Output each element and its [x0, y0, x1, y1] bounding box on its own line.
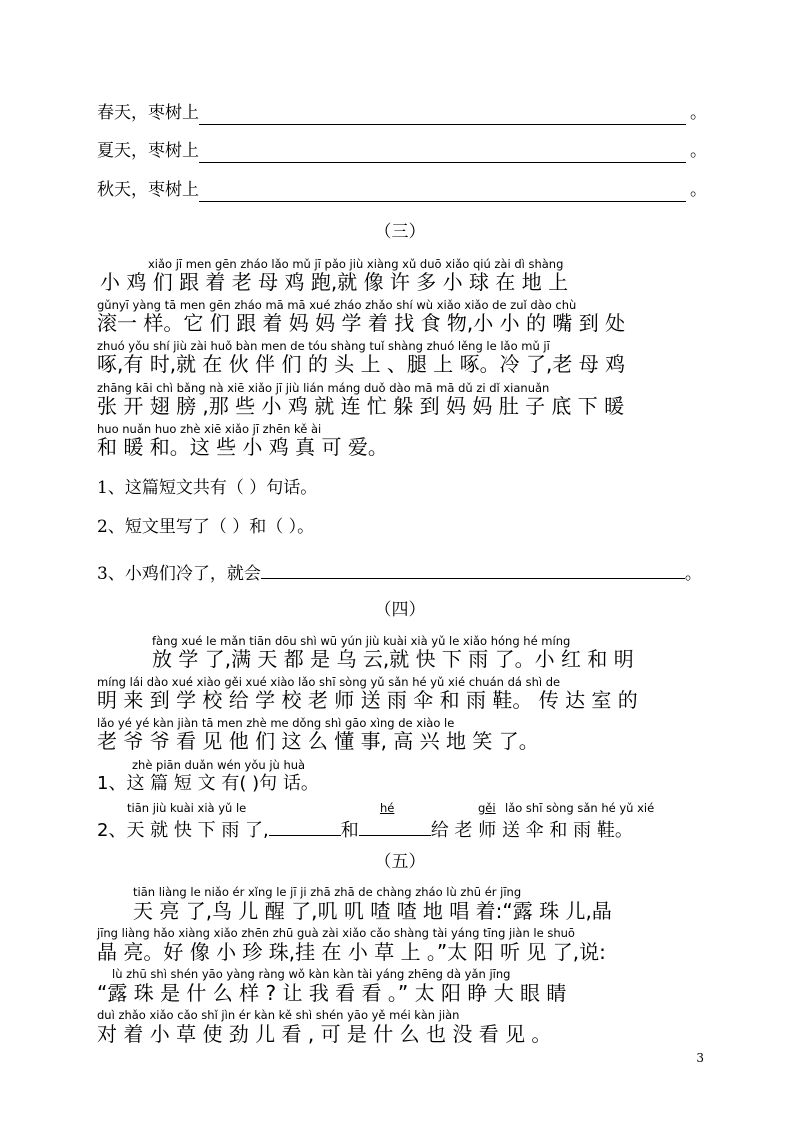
section-heading: （四）: [374, 600, 426, 620]
pinyin-he: hé: [380, 801, 395, 815]
fill-label: 夏天，枣树上: [97, 141, 199, 161]
pinyin-line: xiǎo jī men gēn zháo lǎo mǔ jī pǎo jiù xiàng xǔ duō xiǎo qiú zài dì shàng: [148, 257, 564, 271]
hanzi-line: 对 着 小 草 使 劲 儿 看 , 可 是 什 么 也 没 看 见 。: [97, 1022, 552, 1046]
hanzi-line: 放 学 了,满 天 都 是 乌 云,就 快 下 雨 了。小 红 和 明: [152, 647, 634, 671]
pinyin-gei: gěi: [478, 801, 496, 815]
question-2: 2、天 就 快 下 雨 了, 和 给 老 师 送 伞 和 雨 鞋。: [97, 813, 633, 845]
pinyin-line: jīng liàng hǎo xiàng xiǎo zhēn zhū guà zài xiǎo cǎo shàng tài yáng tīng jiàn le shuō: [97, 926, 575, 940]
pinyin-line: tiān liàng le niǎo ér xǐng le jī ji zhā zhā de chàng zháo lù zhū ér jīng: [133, 885, 522, 899]
pinyin-line: zhè piān duǎn wén yǒu jù huà: [132, 758, 306, 772]
answer-blank[interactable]: [359, 813, 431, 836]
hanzi-line: 明 来 到 学 校 给 学 校 老 师 送 雨 伞 和 雨 鞋。 传 达 室 的: [97, 688, 638, 712]
pinyin-line: tiān jiù kuài xià yǔ le: [127, 801, 247, 815]
question-1: 1、这篇短文共有（ ）句话。: [97, 478, 318, 498]
section-heading: （五）: [374, 852, 426, 872]
hanzi-line: 小 鸡 们 跟 着 老 母 鸡 跑,就 像 许 多 小 球 在 地 上: [100, 270, 569, 294]
hanzi-line: 和 暖 和。这 些 小 鸡 真 可 爱。: [97, 435, 388, 459]
question-3: 3、小鸡们冷了，就会 。: [97, 556, 702, 587]
pinyin-line: fàng xué le mǎn tiān dōu shì wū yún jiù kuài xià yǔ le xiǎo hóng hé míng: [152, 634, 571, 648]
fill-label: 春天，枣树上: [97, 103, 199, 123]
answer-blank[interactable]: [199, 175, 686, 202]
pinyin-line: huo nuǎn huo zhè xiē xiǎo jī zhēn kě ài: [97, 422, 322, 436]
answer-blank[interactable]: [199, 98, 686, 125]
pinyin-line: lǎo shī sòng sǎn hé yǔ xié: [505, 801, 655, 815]
question-1: 1、这 篇 短 文 有( )句 话。: [97, 773, 319, 794]
hanzi-line: 天 亮 了,鸟 儿 醒 了,叽 叽 喳 喳 地 唱 着:“露 珠 儿,晶: [133, 899, 612, 923]
pinyin-line: zhāng kāi chì bǎng nà xiē xiǎo jī jiù lián máng duǒ dào mā mā dǔ zi dǐ xianuǎn: [97, 381, 550, 395]
pinyin-line: duì zhǎo xiǎo cǎo shǐ jìn ér kàn kě shì shén yāo yě méi kàn jiàn: [97, 1008, 460, 1022]
pinyin-line: gǔnyī yàng tā men gēn zháo mā mā xué zháo zhǎo shí wù xiǎo xiǎo de zuǐ dào chù: [97, 298, 577, 312]
fill-label: 秋天，枣树上: [97, 180, 199, 200]
answer-blank[interactable]: [261, 556, 685, 579]
hanzi-line: 张 开 翅 膀 ,那 些 小 鸡 就 连 忙 躲 到 妈 妈 肚 子 底 下 暖: [97, 394, 625, 418]
hanzi-line: 啄,有 时,就 在 伙 伴 们 的 头 上 、腿 上 啄。冷 了,老 母 鸡: [97, 352, 626, 376]
answer-blank[interactable]: [269, 813, 341, 836]
pinyin-line: lǎo yé yé kàn jiàn tā men zhè me dǒng shì gāo xìng de xiào le: [97, 716, 455, 730]
question-2: 2、短文里写了（ ）和（ ）。: [97, 517, 315, 537]
pinyin-line: míng lái dào xué xiào gěi xué xiào lǎo shī sòng yǔ sǎn hé yǔ xié chuán dá shì de: [97, 675, 561, 689]
answer-blank[interactable]: [199, 136, 686, 163]
hanzi-line: “露 珠 是 什 么 样 ? 让 我 看 看 。” 太 阳 睁 大 眼 睛: [97, 981, 567, 1005]
section-heading: （三）: [374, 222, 426, 242]
page-number: 3: [696, 1051, 704, 1065]
hanzi-line: 老 爷 爷 看 见 他 们 这 么 懂 事, 高 兴 地 笑 了。: [97, 729, 539, 753]
pinyin-line: zhuó yǒu shí jiù zài huǒ bàn men de tóu shàng tuǐ shàng zhuó lěng le lǎo mǔ jī: [97, 339, 550, 353]
pinyin-line: lù zhū shì shén yāo yàng ràng wǒ kàn kàn tài yáng zhēng dà yǎn jīng: [112, 967, 511, 981]
hanzi-line: 晶 亮。好 像 小 珍 珠,挂 在 小 草 上 。”太 阳 听 见 了,说:: [97, 940, 606, 964]
hanzi-line: 滚一 样。它 们 跟 着 妈 妈 学 着 找 食 物,小 小 的 嘴 到 处: [97, 311, 626, 335]
